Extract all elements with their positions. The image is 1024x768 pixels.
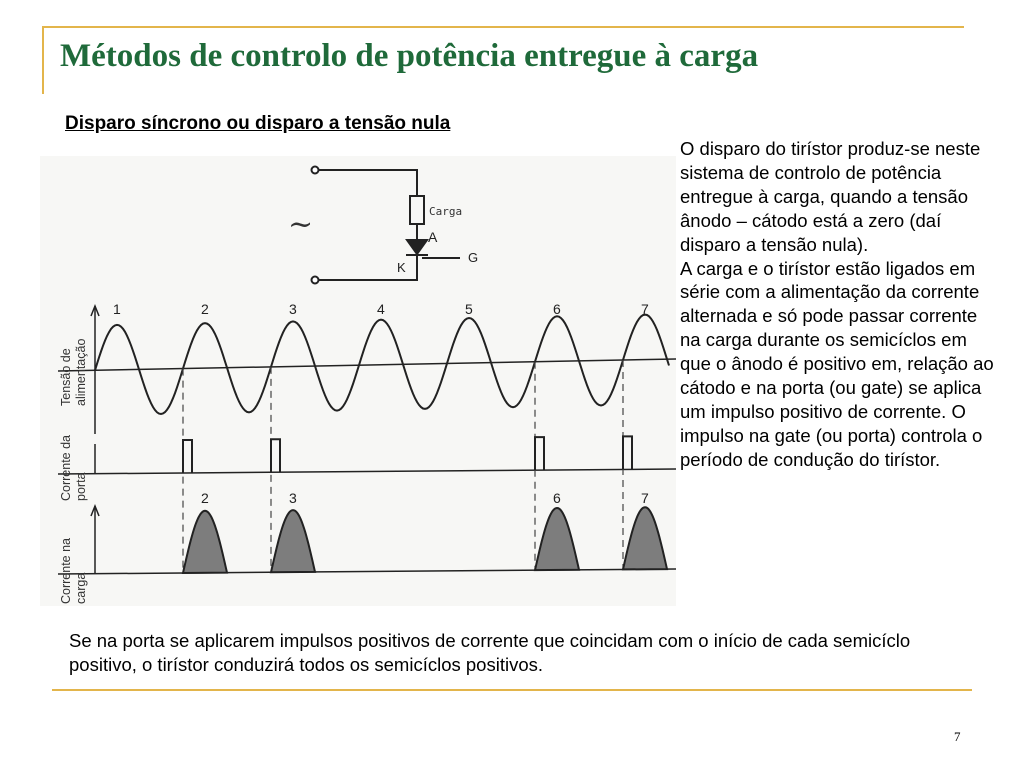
- cycle-number-3: 3: [289, 301, 297, 317]
- wire-top: [319, 170, 417, 196]
- load-cycle-number-3: 3: [289, 490, 297, 506]
- cycle-number-5: 5: [465, 301, 473, 317]
- waveform-figure: [40, 156, 676, 606]
- load-row-label-2: carga: [74, 572, 88, 604]
- waveform-svg: [40, 156, 676, 606]
- load-baseline: [58, 569, 676, 574]
- anode-label: A: [428, 229, 438, 245]
- thyristor-symbol: [407, 240, 427, 254]
- voltage-row-label-1: Tensão de: [59, 348, 73, 406]
- explanation-paragraph-1: O disparo do tirístor produz-se neste sistema de controlo de potência entregue à carga, quando a tensão ânodo – cátodo está a zero (daí disparo a tensão nula).: [680, 138, 981, 255]
- gate-pulse-3: [271, 439, 280, 472]
- gate-baseline: [58, 469, 676, 474]
- ac-source-symbol: ~: [288, 207, 314, 242]
- bottom-rule: [52, 689, 972, 691]
- axes: [58, 306, 676, 574]
- load-current-pulse-3: [271, 510, 315, 572]
- cycle-number-4: 4: [377, 301, 385, 317]
- gate-pulses: [183, 436, 632, 473]
- slide-title: Métodos de controlo de potência entregue à carga: [60, 38, 759, 74]
- gate-pulse-7: [623, 436, 632, 469]
- load-cycle-number-7: 7: [641, 490, 649, 506]
- cycle-number-7: 7: [641, 301, 649, 317]
- load-cycle-number-2: 2: [201, 490, 209, 506]
- page-number: 7: [954, 729, 961, 744]
- terminal-bottom: [312, 277, 319, 284]
- load-label: Carga: [429, 205, 463, 218]
- left-rule: [42, 26, 44, 94]
- gate-pulse-2: [183, 440, 192, 473]
- cycle-number-2: 2: [201, 301, 209, 317]
- gate-row-label-1: Corrente da: [59, 434, 73, 501]
- conclusion-text: Se na porta se aplicarem impulsos positivos de corrente que coincidam com o início de cada semicíclo positivo, o tirístor conduzirá todos os semicíclos positivos.: [69, 630, 911, 675]
- load-current-pulse-7: [623, 507, 667, 569]
- load-current-pulse-6: [535, 508, 579, 570]
- load-cycle-number-6: 6: [553, 490, 561, 506]
- gate-pulse-6: [535, 437, 544, 470]
- load-resistor: [410, 196, 424, 224]
- load-row-label-1: Corrente na: [59, 537, 73, 604]
- cycle-number-1: 1: [113, 301, 121, 317]
- voltage-baseline: [58, 359, 676, 371]
- cathode-label: K: [397, 260, 406, 275]
- load-current-pulse-2: [183, 511, 227, 573]
- cycle-number-6: 6: [553, 301, 561, 317]
- top-rule: [42, 26, 964, 28]
- explanation-paragraph-2: A carga e o tirístor estão ligados em série com a alimentação da corrente alternada e só pode passar corrente na carga durante os semicíclos em que o ânodo é positivo em, relação ao cátodo e na porta (ou gate) se aplica um impulso positivo de corrente. O impulso na gate (ou porta) controla o período de condução do tirístor.: [680, 257, 994, 470]
- row-labels: [59, 339, 88, 604]
- gate-row-label-2: porta: [74, 472, 88, 501]
- explanation-text: [680, 137, 998, 472]
- terminal-top: [312, 167, 319, 174]
- slide-subtitle: Disparo síncrono ou disparo a tensão nula: [65, 113, 451, 134]
- load-current-pulses: [183, 507, 667, 573]
- gate-label: G: [468, 250, 479, 265]
- voltage-row-label-2: alimentação: [74, 338, 88, 406]
- load-cycle-numbers: [201, 490, 649, 506]
- circuit-diagram: [312, 167, 461, 284]
- cycle-numbers: [113, 301, 649, 317]
